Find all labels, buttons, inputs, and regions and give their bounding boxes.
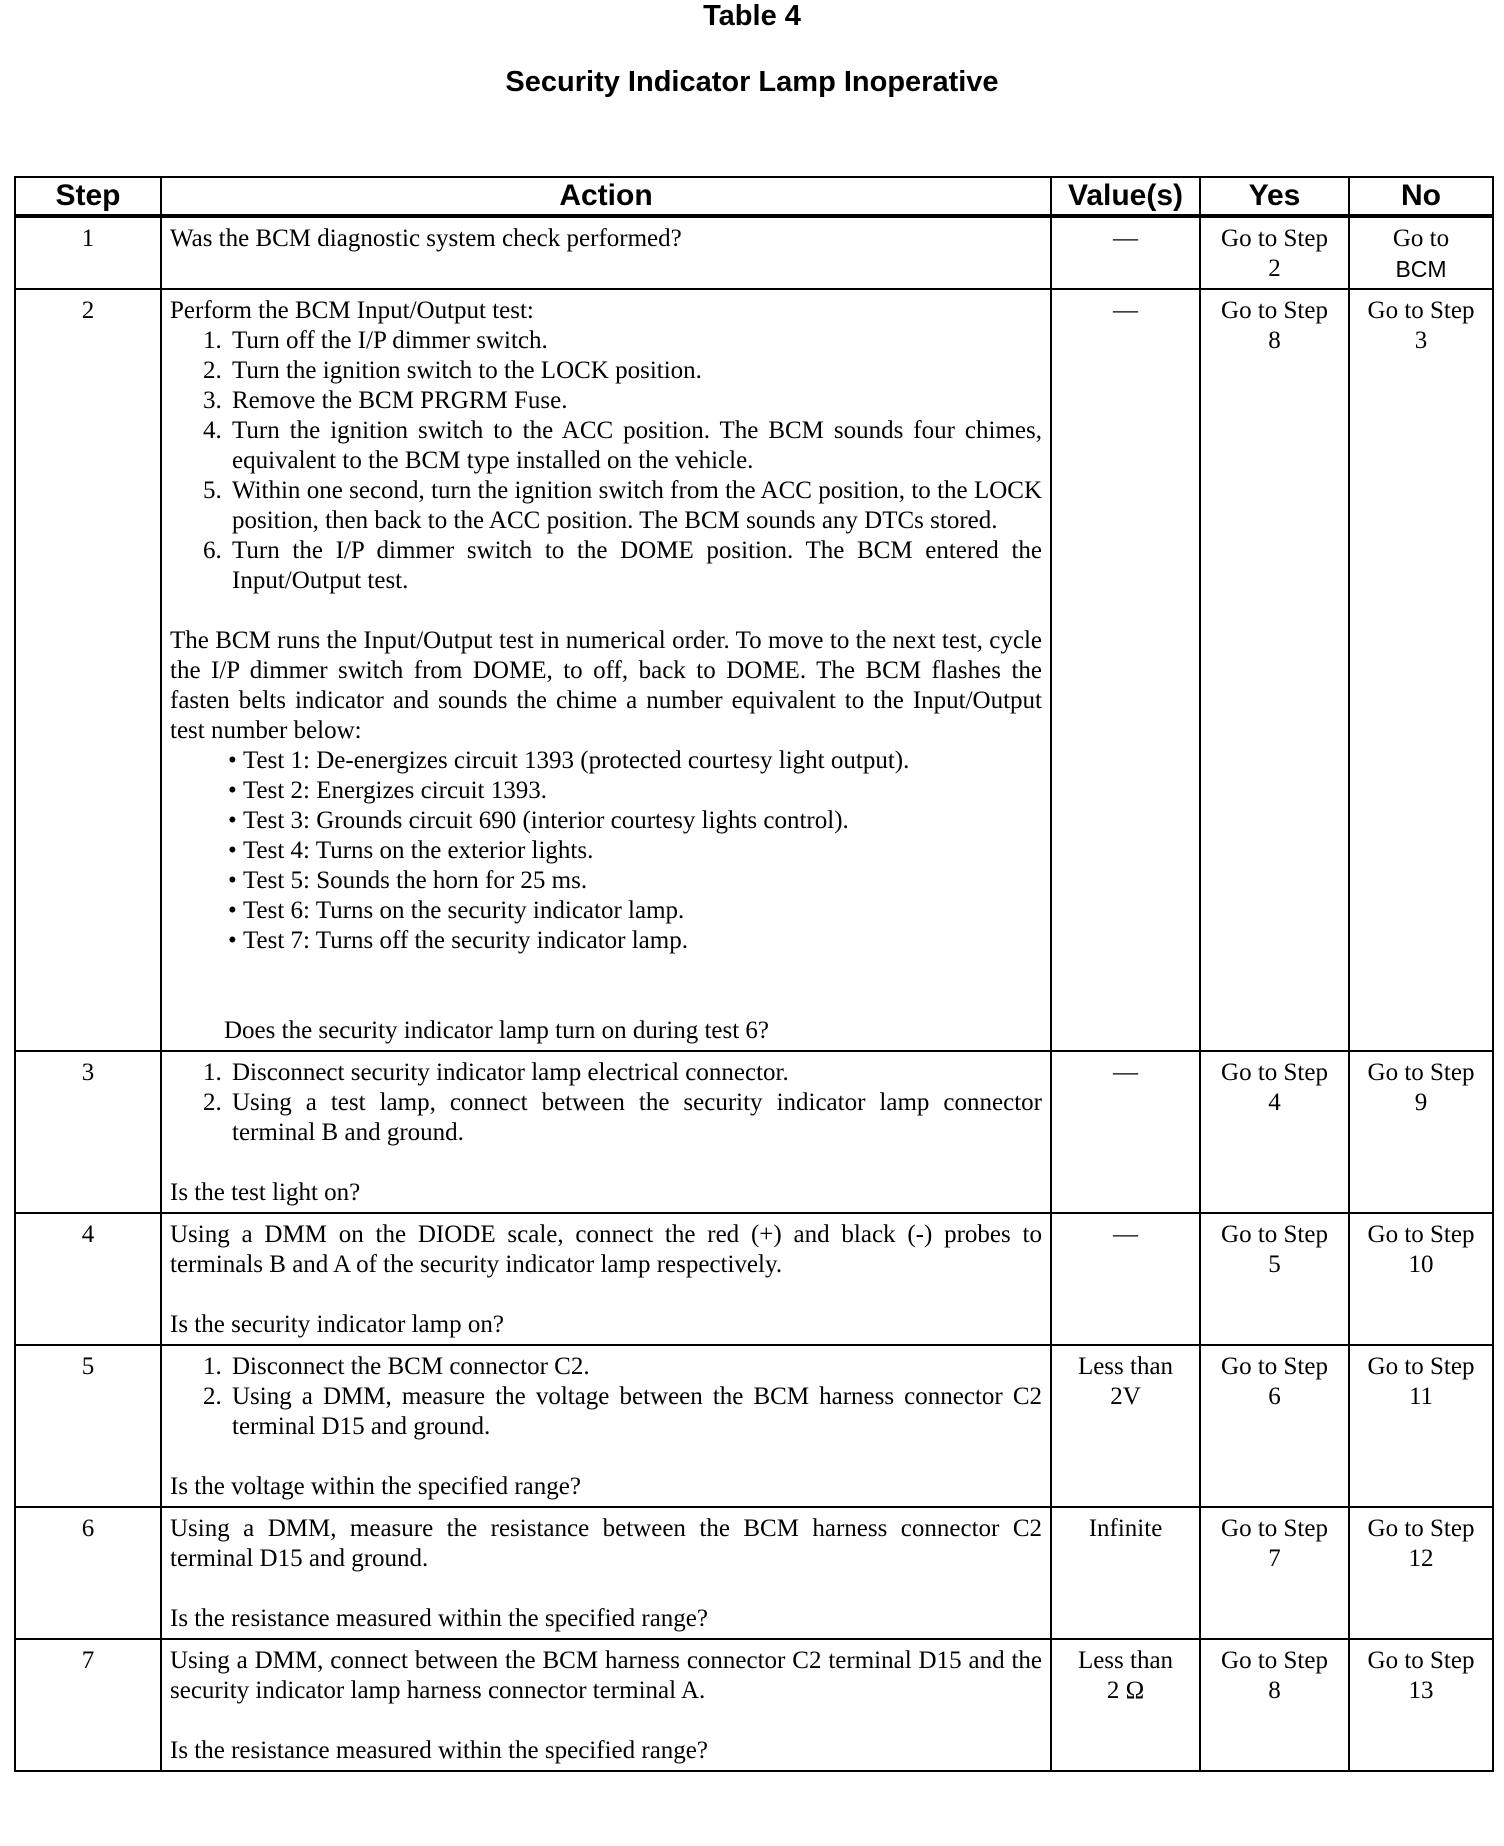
no-cell [1349,216,1493,289]
value-text: Less than [1077,1647,1174,1674]
action-question: Is the security indicator lamp on? [170,1311,504,1338]
no-cell [1349,289,1493,1051]
action-cell [161,1507,1051,1639]
step-number: 4 [15,1213,161,1345]
value-number: 2V [1110,1383,1141,1410]
yes-step: 6 [1268,1383,1281,1410]
no-cell [1349,1213,1493,1345]
step-number: 2 [15,289,161,1051]
substep-list [170,326,1042,596]
no-text: Go to Step [1367,297,1475,324]
action-cell [161,216,1051,289]
table-row [15,1213,1493,1345]
substep: 3. Remove the BCM PRGRM Fuse. [228,386,1042,416]
value-cell [1051,1639,1200,1771]
no-text: Go to [1392,225,1450,252]
yes-text: Go to Step [1221,1221,1328,1248]
value-number: 2 Ω [1106,1677,1145,1704]
yes-text: Go to Step [1221,1515,1328,1542]
substep: 2. Turn the ignition switch to the LOCK position. [228,356,1042,386]
value-cell: Infinite [1051,1507,1200,1639]
yes-step: 2 [1268,255,1281,282]
yes-text: Go to Step [1221,1647,1328,1674]
col-header-action: Action [161,177,1051,216]
action-paragraph: The BCM runs the Input/Output test in numerical order. To move to the next test, cycle the I/P dimmer switch from DOME, to off, back to DOME. The BCM flashes the fasten belts indicator and sounds the chime a number equivalent to the Input/Output test number below: [170,627,1042,744]
action-cell [161,1213,1051,1345]
yes-cell [1200,1507,1349,1639]
yes-cell [1200,1639,1349,1771]
action-cell [161,1051,1051,1213]
table-row [15,1507,1493,1639]
substep-list [170,1058,1042,1148]
action-cell [161,1639,1051,1771]
no-cell [1349,1639,1493,1771]
test-item: • Test 6: Turns on the security indicator lamp. [228,896,1042,926]
substep: 5. Within one second, turn the ignition switch from the ACC position, to the LOCK position, then back to the ACC position. The BCM sounds any DTCs stored. [228,476,1042,536]
action-text: Using a DMM, connect between the BCM harness connector C2 terminal D15 and the security indicator lamp harness connector terminal A. [170,1647,1042,1704]
header-row [15,177,1493,216]
no-step: 11 [1408,1383,1434,1410]
no-text: Go to Step [1367,1515,1475,1542]
no-text: Go to Step [1367,1059,1475,1086]
step-number: 3 [15,1051,161,1213]
no-cell [1349,1345,1493,1507]
col-header-values: Value(s) [1051,177,1200,216]
no-cell [1349,1507,1493,1639]
step-number: 5 [15,1345,161,1507]
col-header-step: Step [15,177,161,216]
table-row [15,1051,1493,1213]
table-label: Table 4 [703,0,801,32]
value-cell: — [1051,216,1200,289]
no-step: 3 [1414,327,1428,354]
yes-step: 5 [1268,1251,1281,1278]
no-text: Go to Step [1367,1647,1475,1674]
no-step: BCM [1395,256,1447,282]
test-item: • Test 5: Sounds the horn for 25 ms. [228,866,1042,896]
col-header-no: No [1349,177,1493,216]
test-list [170,746,1042,956]
yes-cell [1200,1345,1349,1507]
table-row [15,289,1493,1051]
action-text: Was the BCM diagnostic system check performed? [170,225,682,252]
substep: 1. Disconnect the BCM connector C2. [228,1352,1042,1382]
table-row [15,1345,1493,1507]
yes-step: 4 [1268,1089,1281,1116]
action-question: Is the resistance measured within the specified range? [170,1737,708,1764]
substep-list [170,1352,1042,1442]
yes-cell [1200,1051,1349,1213]
yes-cell [1200,216,1349,289]
test-item: • Test 7: Turns off the security indicator lamp. [228,926,1042,956]
step-number: 7 [15,1639,161,1771]
test-item: • Test 2: Energizes circuit 1393. [228,776,1042,806]
no-step: 13 [1408,1677,1434,1704]
substep: 4. Turn the ignition switch to the ACC position. The BCM sounds four chimes, equivalent to the BCM type installed on the vehicle. [228,416,1042,476]
no-step: 12 [1408,1545,1434,1572]
action-text: Using a DMM, measure the resistance between the BCM harness connector C2 terminal D15 and ground. [170,1515,1042,1572]
test-item: • Test 3: Grounds circuit 690 (interior courtesy lights control). [228,806,1042,836]
yes-step: 8 [1268,1677,1281,1704]
diagnostic-table [14,176,1494,1772]
action-intro: Perform the BCM Input/Output test: [170,297,534,324]
no-step: 9 [1414,1089,1428,1116]
action-question: Is the resistance measured within the specified range? [170,1605,708,1632]
table-subtitle: Security Indicator Lamp Inoperative [505,66,999,98]
no-text: Go to Step [1367,1221,1475,1248]
action-cell [161,1345,1051,1507]
yes-text: Go to Step [1221,225,1328,252]
yes-cell [1200,1213,1349,1345]
value-cell: — [1051,289,1200,1051]
step-number: 1 [15,216,161,289]
value-text: Less than [1077,1353,1174,1380]
yes-step: 7 [1268,1545,1281,1572]
substep: 2. Using a DMM, measure the voltage between the BCM harness connector C2 terminal D15 and ground. [228,1382,1042,1442]
step-number: 6 [15,1507,161,1639]
action-cell [161,289,1051,1051]
yes-text: Go to Step [1221,297,1328,324]
value-cell: — [1051,1051,1200,1213]
substep: 6. Turn the I/P dimmer switch to the DOME position. The BCM entered the Input/Output test. [228,536,1042,596]
test-item: • Test 1: De-energizes circuit 1393 (protected courtesy light output). [228,746,1042,776]
test-item: • Test 4: Turns on the exterior lights. [228,836,1042,866]
col-header-yes: Yes [1200,177,1349,216]
no-step: 10 [1408,1251,1434,1278]
action-text: Using a DMM on the DIODE scale, connect the red (+) and black (-) probes to terminals B and A of the security indicator lamp respectively. [170,1221,1042,1278]
table-row [15,1639,1493,1771]
substep: 1. Disconnect security indicator lamp electrical connector. [228,1058,1042,1088]
table-row [15,216,1493,289]
yes-text: Go to Step [1221,1353,1328,1380]
action-question: Is the test light on? [170,1179,361,1206]
value-cell: — [1051,1213,1200,1345]
yes-cell [1200,289,1349,1051]
value-cell [1051,1345,1200,1507]
action-question: Is the voltage within the specified range? [170,1473,581,1500]
substep: 2. Using a test lamp, connect between the security indicator lamp connector terminal B and ground. [228,1088,1042,1148]
yes-step: 8 [1268,327,1281,354]
no-cell [1349,1051,1493,1213]
yes-text: Go to Step [1221,1059,1328,1086]
substep: 1. Turn off the I/P dimmer switch. [228,326,1042,356]
no-text: Go to Step [1367,1353,1475,1380]
action-question: Does the security indicator lamp turn on during test 6? [224,1017,770,1044]
